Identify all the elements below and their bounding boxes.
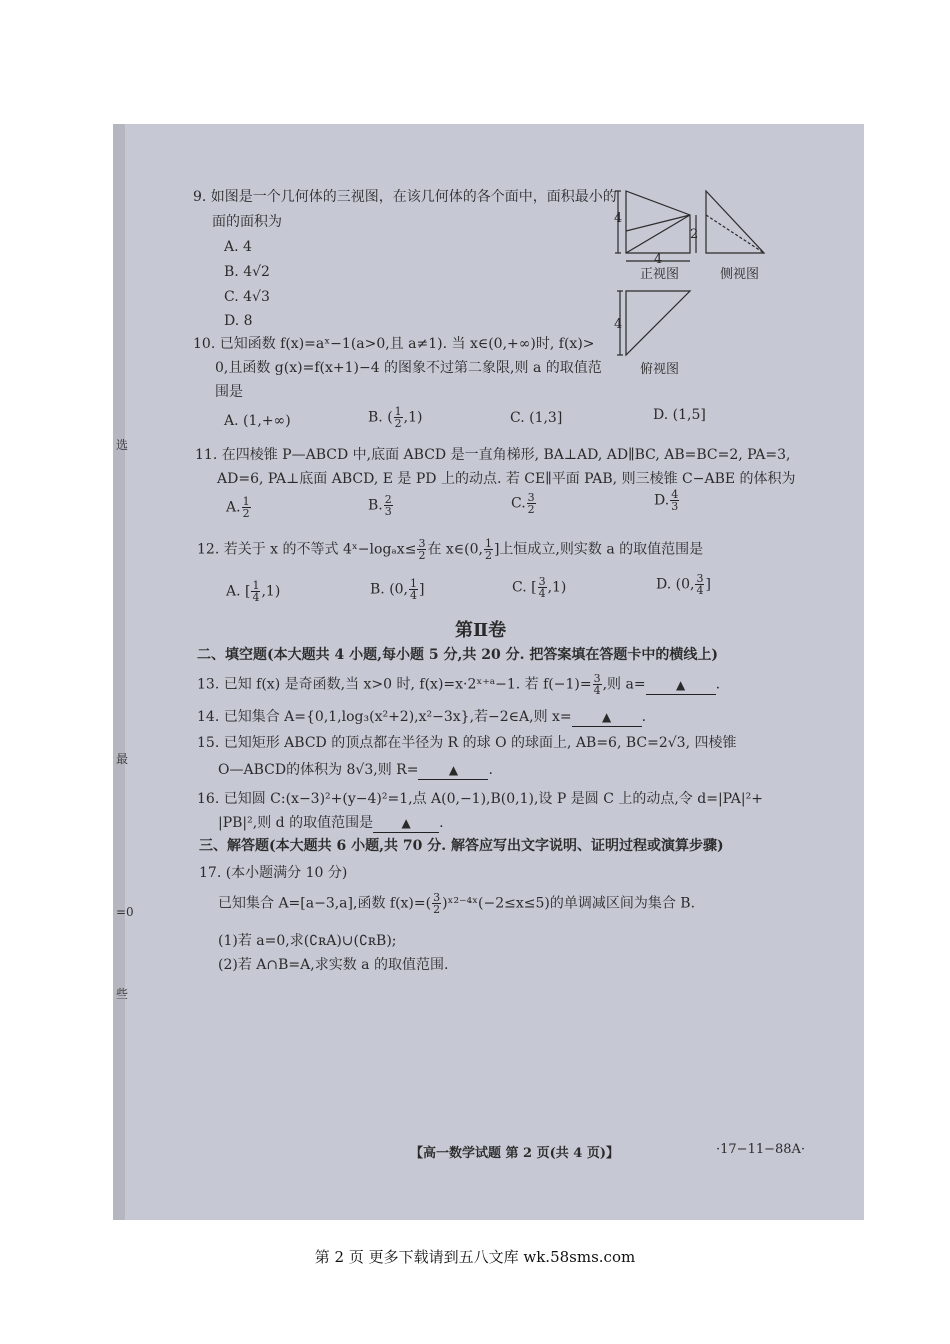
dim-label: 4: [654, 252, 663, 267]
q12-option-c: C. [ $\frac{3}{4}$ ,1): [512, 575, 567, 600]
q12-option-d: D. (0, $\frac{3}{4}$ ]: [656, 572, 711, 597]
q9-option-c: C. 4√3: [224, 289, 270, 305]
side-mark: =0: [116, 905, 134, 919]
q12-option-a: A. [ $\frac{1}{4}$ ,1): [226, 579, 281, 604]
q11-line2: AD=6, PA⊥底面 ABCD, E 是 PD 上的动点. 若 CE∥平面 PAB, 则三棱锥 C−ABE 的体积为: [217, 471, 796, 487]
q10-option-a: A. (1,+∞): [224, 413, 291, 429]
side-mark: 些: [116, 987, 129, 1001]
q9-option-a: A. 4: [224, 239, 252, 255]
q16-line2: |PB|²,则 d 的取值范围是 ▲ .: [218, 815, 444, 831]
q15-line2: O—ABCD的体积为 8√3,则 R= ▲ .: [218, 762, 493, 778]
fill-blank-heading: 二、填空题(本大题共 4 小题,每小题 5 分,共 20 分. 把答案填在答题卡中的横线上): [197, 647, 718, 663]
answer-blank-marker: ▲: [401, 816, 411, 830]
exam-page-footer: 【高一数学试题 第 2 页(共 4 页)】: [410, 1146, 620, 1161]
q11-line1: 11. 在四棱锥 P—ABCD 中,底面 ABCD 是一直角梯形, BA⊥AD, AD∥BC, AB=BC=2, PA=3,: [195, 447, 791, 463]
q17-stem: 已知集合 A=[a−3,a],函数 f(x)=( $\frac{3}{2}$ )ˣ²⁻⁴ˣ(−2≤x≤5)的单调减区间为集合 B.: [218, 891, 696, 916]
q9-stem-line1: 9. 如图是一个几何体的三视图，在该几何体的各个面中，面积最小的: [193, 189, 617, 205]
q13-stem: 13. 已知 f(x) 是奇函数,当 x>0 时, f(x)=x·2ˣ⁺ᵃ−1. 若 f(−1)= $\frac{3}{4}$ ,则 a= ▲ .: [197, 672, 721, 697]
q17-part1: (1)若 a=0,求(∁ʀA)∪(∁ʀB);: [218, 933, 397, 949]
top-view-label: 俯视图: [640, 362, 680, 377]
q12-stem: 12. 若关于 x 的不等式 4ˣ−logₐx≤ $\frac{3}{2}$ 在 x∈(0, $\frac{1}{2}$ ]上恒成立,则实数 a 的取值范围是: [197, 537, 704, 562]
q10-line2: 0,且函数 g(x)=f(x+1)−4 的图象不过第二象限,则 a 的取值范: [215, 360, 602, 376]
q10-option-b: B. ( $\frac{1}{2}$ ,1): [368, 405, 423, 430]
dim-label: 4: [614, 317, 623, 332]
side-mark: 选: [116, 438, 129, 452]
three-view-figure: [612, 183, 772, 393]
side-mark: 最: [116, 752, 129, 766]
photo-edge-shadow: [113, 124, 125, 1220]
q15-line1: 15. 已知矩形 ABCD 的顶点都在半径为 R 的球 O 的球面上, AB=6, BC=2√3, 四棱锥: [197, 735, 737, 751]
q11-option-d: D. $\frac{4}{3}$: [654, 488, 679, 513]
q11-option-b: B. $\frac{2}{3}$: [368, 493, 392, 518]
top-view-shape: [626, 291, 690, 355]
q17-heading: 17. (本小题满分 10 分): [199, 865, 348, 881]
q9-option-b: B. 4√2: [224, 264, 270, 280]
side-view-shape: [706, 191, 764, 253]
side-view-label: 侧视图: [720, 267, 760, 282]
front-view-shape: [626, 191, 690, 253]
answer-blank-marker: ▲: [448, 763, 459, 777]
page-footer: 第 2 页 更多下载请到五八文库 wk.58sms.com: [314, 1248, 636, 1266]
q11-option-a: A. $\frac{1}{2}$: [226, 495, 250, 520]
q9-option-d: D. 8: [224, 313, 253, 329]
q9-stem-line2: 面的面积为: [212, 214, 282, 230]
q10-line1: 10. 已知函数 f(x)=aˣ−1(a>0,且 a≠1). 当 x∈(0,+∞)时, f(x)>: [193, 336, 595, 352]
dim-label: 2: [690, 227, 699, 242]
section-title: 第Ⅱ卷: [455, 620, 507, 641]
q11-option-c: C. $\frac{3}{2}$: [511, 491, 535, 516]
answer-blank-marker: ▲: [675, 677, 686, 692]
q10-option-d: D. (1,5]: [653, 407, 706, 423]
front-view-label: 正视图: [640, 267, 680, 282]
q14-stem: 14. 已知集合 A={0,1,log₃(x²+2),x²−3x},若−2∈A,则 x= ▲ .: [197, 709, 647, 725]
q10-option-c: C. (1,3]: [510, 410, 563, 426]
q10-line3: 围是: [215, 384, 243, 400]
answer-blank-marker: ▲: [602, 710, 612, 724]
exam-code: ·17−11−88A·: [716, 1142, 806, 1157]
q16-line1: 16. 已知圆 C:(x−3)²+(y−4)²=1,点 A(0,−1),B(0,1),设 P 是圆 C 上的动点,令 d=|PA|²+: [197, 791, 763, 807]
q12-option-b: B. (0, $\frac{1}{4}$ ]: [370, 577, 425, 602]
solution-heading: 三、解答题(本大题共 6 小题,共 70 分. 解答应写出文字说明、证明过程或演算步骤): [199, 838, 724, 854]
q17-part2: (2)若 A∩B=A,求实数 a 的取值范围.: [218, 957, 449, 973]
dim-label: 4: [614, 211, 623, 226]
